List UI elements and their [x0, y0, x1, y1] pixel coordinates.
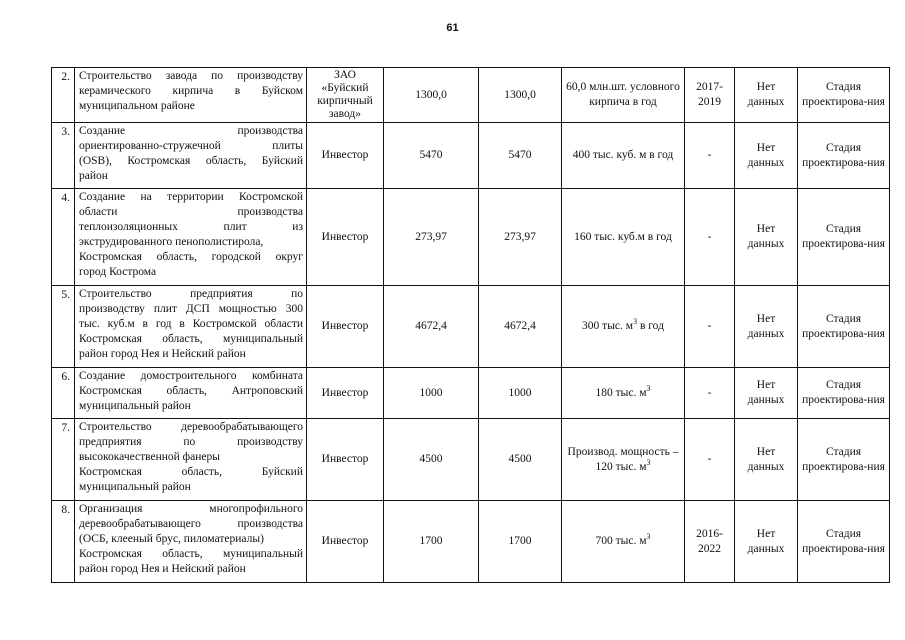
project-name-line: муниципальном районе: [79, 100, 195, 112]
capacity-unit-superscript: 3: [646, 457, 651, 467]
table-row: [52, 286, 890, 368]
capacity: [562, 501, 685, 583]
cost-extra: 273,97: [479, 189, 562, 286]
project-name-line: производству плит ДСП мощностью 300: [79, 303, 303, 315]
cost-total: 1000: [384, 368, 479, 419]
project-name-lines: [79, 369, 303, 414]
cost-total: 4672,4: [384, 286, 479, 368]
cost-total: 1700: [384, 501, 479, 583]
jobs: Нет данных: [735, 189, 798, 286]
project-name-line: Организация многопрофильного: [79, 503, 303, 515]
executor: Инвестор: [307, 123, 384, 189]
project-name-line: высококачественной фанеры: [79, 451, 220, 463]
project-name-line: Создание производства: [79, 125, 303, 137]
project-name-line: район город Нея и Нейский район: [79, 563, 246, 575]
project-name-line: ориентированно-стружечной плиты: [79, 140, 303, 152]
table-row: [52, 419, 890, 501]
jobs: Нет данных: [735, 68, 798, 123]
cost-extra: 5470: [479, 123, 562, 189]
cost-extra: 4500: [479, 419, 562, 501]
capacity-suffix: в год: [637, 320, 664, 332]
capacity-unit-superscript: 3: [646, 383, 651, 393]
capacity: [562, 368, 685, 419]
project-name-line: Костромская область, муниципальный: [79, 333, 303, 345]
page-number: 61: [446, 22, 459, 34]
jobs: Нет данных: [735, 419, 798, 501]
jobs: Нет данных: [735, 286, 798, 368]
project-name-line: Строительство предприятия по: [79, 288, 303, 300]
period: -: [685, 286, 735, 368]
executor: Инвестор: [307, 286, 384, 368]
status: Стадия проектирова-ния: [798, 189, 890, 286]
capacity: [562, 123, 685, 189]
table-row: [52, 189, 890, 286]
cost-extra: 4672,4: [479, 286, 562, 368]
jobs: Нет данных: [735, 123, 798, 189]
status: Стадия проектирова-ния: [798, 368, 890, 419]
project-name-lines: [79, 420, 303, 495]
period: 2016-2022: [685, 501, 735, 583]
project-name-lines: [79, 287, 303, 362]
project-name: [75, 368, 307, 419]
project-name: [75, 68, 307, 123]
project-name-line: муниципальный район: [79, 481, 191, 493]
table-body: [52, 68, 890, 583]
project-name-line: Создание домостроительного комбината: [79, 370, 303, 382]
row-number: 8.: [52, 501, 75, 583]
projects-table: [51, 67, 890, 583]
project-name-lines: [79, 124, 303, 184]
period: -: [685, 419, 735, 501]
capacity-text: 160 тыс. куб.м в год: [574, 230, 672, 243]
project-name: [75, 501, 307, 583]
period: 2017-2019: [685, 68, 735, 123]
capacity-unit-superscript: 3: [646, 532, 651, 542]
capacity-text: 300 тыс. м: [582, 320, 634, 332]
jobs: Нет данных: [735, 368, 798, 419]
row-number: 6.: [52, 368, 75, 419]
project-name-lines: [79, 69, 303, 114]
row-number: 7.: [52, 419, 75, 501]
row-number: 2.: [52, 68, 75, 123]
project-name: [75, 286, 307, 368]
cost-total: 4500: [384, 419, 479, 501]
status: Стадия проектирова-ния: [798, 123, 890, 189]
capacity: [562, 189, 685, 286]
project-name-lines: [79, 502, 303, 577]
row-number: 5.: [52, 286, 75, 368]
capacity: [562, 286, 685, 368]
executor: Инвестор: [307, 501, 384, 583]
project-name-line: керамического кирпича в Буйском: [79, 85, 303, 97]
cost-total: 273,97: [384, 189, 479, 286]
jobs: Нет данных: [735, 501, 798, 583]
table-row: [52, 501, 890, 583]
table-row: [52, 68, 890, 123]
cost-extra: 1000: [479, 368, 562, 419]
project-name-line: Создание на территории Костромской: [79, 191, 303, 203]
project-name: [75, 419, 307, 501]
cost-total: 1300,0: [384, 68, 479, 123]
capacity-text: 400 тыс. куб. м в год: [572, 149, 674, 161]
project-name-line: деревообрабатывающего производства: [79, 518, 303, 530]
project-name-line: области производства: [79, 206, 303, 218]
capacity-text: 700 тыс. м: [595, 535, 647, 547]
project-name-line: Костромская область, Буйский: [79, 466, 303, 478]
project-name-line: район: [79, 170, 108, 182]
period: -: [685, 123, 735, 189]
executor: Инвестор: [307, 419, 384, 501]
executor: Инвестор: [307, 368, 384, 419]
project-name-line: Строительство завода по производству: [79, 70, 303, 82]
project-name-line: город Кострома: [79, 266, 157, 278]
executor: ЗАО «Буйский кирпичный завод»: [307, 68, 384, 123]
project-name-line: Строительство деревообрабатывающего: [79, 421, 303, 433]
project-name-line: Костромская область, городской округ: [79, 251, 303, 263]
capacity-text: 180 тыс. м: [595, 386, 647, 399]
project-name-line: тыс. куб.м в год в Костромской области: [79, 318, 303, 330]
project-name-line: Костромская область, Антроповский: [79, 385, 303, 397]
project-name: [75, 123, 307, 189]
project-name-line: Костромская область, муниципальный: [79, 548, 303, 560]
period: -: [685, 189, 735, 286]
cost-extra: 1300,0: [479, 68, 562, 123]
table-row: [52, 123, 890, 189]
status: Стадия проектирова-ния: [798, 501, 890, 583]
capacity-text: Производ. мощность – 120 тыс. м: [567, 445, 679, 473]
row-number: 4.: [52, 189, 75, 286]
status: Стадия проектирова-ния: [798, 286, 890, 368]
cost-extra: 1700: [479, 501, 562, 583]
capacity: [562, 68, 685, 123]
capacity-text: 60,0 млн.шт. условного кирпича в год: [566, 81, 680, 108]
executor: Инвестор: [307, 189, 384, 286]
row-number: 3.: [52, 123, 75, 189]
project-name-line: предприятия по производству: [79, 436, 303, 448]
project-name-line: теплоизоляционных плит из: [79, 221, 303, 233]
period: -: [685, 368, 735, 419]
capacity: [562, 419, 685, 501]
project-name-line: экструдированного пенополистирола,: [79, 236, 264, 248]
project-name-line: (OSB), Костромская область, Буйский: [79, 155, 303, 167]
cost-total: 5470: [384, 123, 479, 189]
status: Стадия проектирова-ния: [798, 68, 890, 123]
project-name-line: муниципальный район: [79, 400, 191, 412]
project-name: [75, 189, 307, 286]
project-name-line: район город Нея и Нейский район: [79, 348, 246, 360]
table-row: [52, 368, 890, 419]
project-name-line: (ОСБ, клееный брус, пиломатериалы): [79, 533, 264, 545]
status: Стадия проектирова-ния: [798, 419, 890, 501]
project-name-lines: [79, 190, 303, 280]
capacity-unit-superscript: 3: [633, 317, 638, 327]
